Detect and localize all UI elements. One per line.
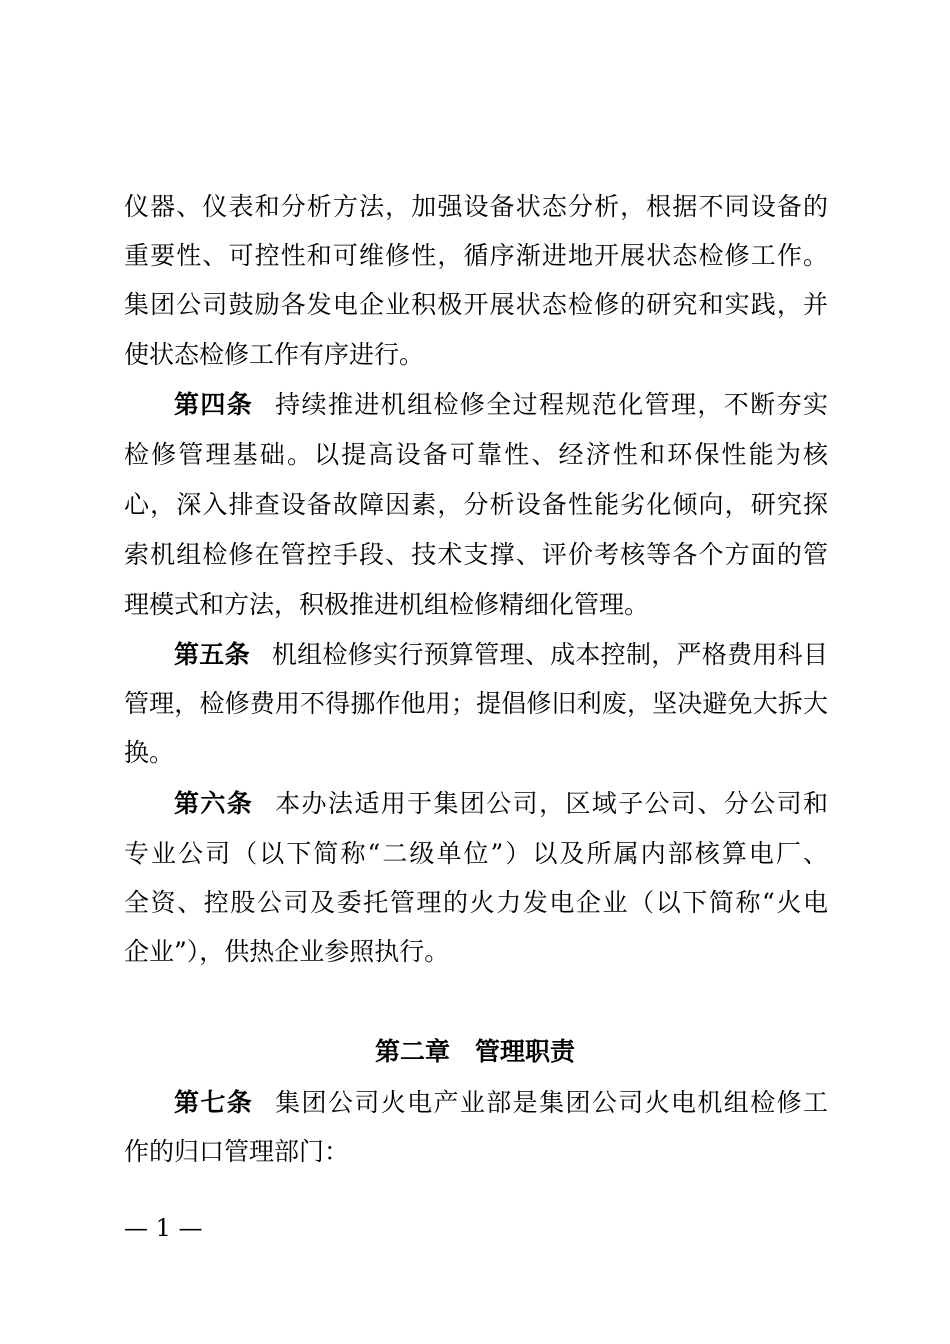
article-7-first-line bbox=[174, 1088, 828, 1118]
chapter-heading bbox=[0, 1037, 950, 1067]
article-7-text: 集团公司火电产业部是集团公司火电机组检修工 bbox=[275, 1088, 828, 1117]
article-5-text: 机组检修实行预算管理、成本控制，严格费用科目 bbox=[271, 640, 828, 669]
article-4-line: 心，深入排查设备故障因素，分析设备性能劣化倾向，研究探 bbox=[124, 490, 828, 519]
article-6-label: 第六条 bbox=[174, 789, 254, 818]
paragraph-line: 集团公司鼓励各发电企业积极开展状态检修的研究和实践，并 bbox=[124, 290, 828, 319]
article-7-label: 第七条 bbox=[174, 1088, 254, 1117]
article-6-line: 企业”），供热企业参照执行。 bbox=[124, 937, 450, 966]
article-6-first-line bbox=[174, 789, 828, 819]
article-4-text: 持续推进机组检修全过程规范化管理，不断夯实 bbox=[275, 390, 828, 419]
paragraph-line: 重要性、可控性和可维修性，循序渐进地开展状态检修工作。 bbox=[124, 241, 828, 270]
article-5-line: 换。 bbox=[124, 738, 175, 767]
article-6-line: 专业公司（以下简称“二级单位”）以及所属内部核算电厂、 bbox=[124, 839, 828, 868]
paragraph-line: 仪器、仪表和分析方法，加强设备状态分析，根据不同设备的 bbox=[124, 192, 828, 221]
article-6-line: 全资、控股公司及委托管理的火力发电企业（以下简称“火电 bbox=[124, 888, 828, 917]
article-6-text: 本办法适用于集团公司，区域子公司、分公司和 bbox=[275, 789, 828, 818]
article-4-line: 理模式和方法，积极推进机组检修精细化管理。 bbox=[124, 590, 650, 619]
article-5-first-line bbox=[174, 640, 828, 670]
page-number: — 1 — bbox=[124, 1214, 203, 1242]
paragraph-line: 使状态检修工作有序进行。 bbox=[124, 340, 425, 369]
article-4-label: 第四条 bbox=[174, 390, 254, 419]
article-4-first-line bbox=[174, 390, 828, 420]
article-5-line: 管理，检修费用不得挪作他用；提倡修旧利废，坚决避免大拆大 bbox=[124, 689, 828, 718]
article-4-line: 索机组检修在管控手段、技术支撑、评价考核等各个方面的管 bbox=[124, 540, 828, 569]
article-4-line: 检修管理基础。以提高设备可靠性、经济性和环保性能为核 bbox=[124, 440, 828, 469]
chapter-number: 第二章 bbox=[374, 1037, 450, 1066]
article-7-line: 作的归口管理部门： bbox=[124, 1137, 350, 1166]
chapter-title: 管理职责 bbox=[475, 1037, 576, 1066]
article-5-label: 第五条 bbox=[174, 640, 250, 669]
